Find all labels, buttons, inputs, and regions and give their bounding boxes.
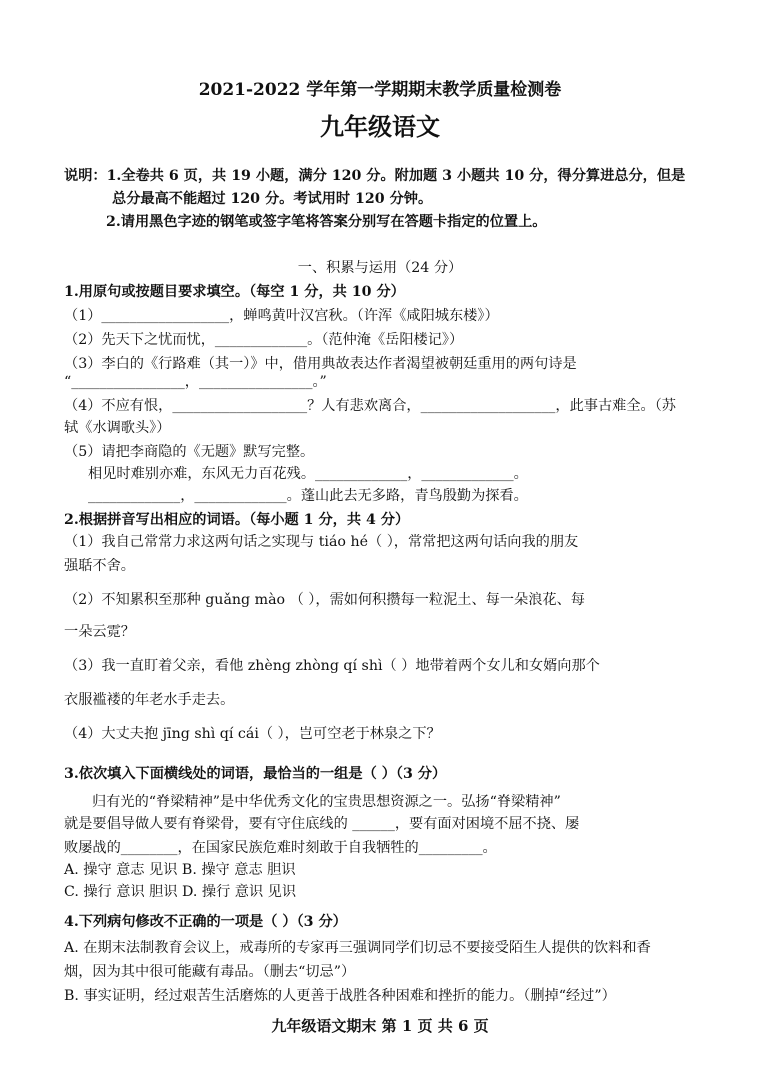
question-2-stem: 2.根据拼音写出相应的词语。（每小题 1 分，共 4 分） xyxy=(64,512,410,528)
question-2-item: （3）我一直盯着父亲，看他 zhèng zhòng qí shì（ ）地带着两个女儿和女婿向那个 xyxy=(64,658,600,674)
subject-title: 九年级语文 xyxy=(320,112,440,141)
instructions-line-1: 说明：1.全卷共 6 页，共 19 小题，满分 120 分。附加题 3 小题共 10 分，得分算进总分，但是 xyxy=(64,168,686,184)
question-4-stem: 4.下列病句修改不正确的一项是（ ）（3 分） xyxy=(64,914,347,930)
question-1-item: “________________，________________。” xyxy=(64,374,327,390)
question-2-item: （2）不知累积至那种 guǎng mào （ ），需如何积攒每一粒泥土、每一朵浪花、每 xyxy=(64,592,585,608)
question-1-stem: 1.用原句或按题目要求填空。（每空 1 分，共 10 分） xyxy=(64,284,405,300)
question-1-item: （5）请把李商隐的《无题》默写完整。 xyxy=(64,444,315,460)
question-1-item: 相见时难别亦难，东风无力百花残。_____________，_____________。 xyxy=(88,466,528,482)
section-title: 一、积累与运用（24 分） xyxy=(297,260,463,276)
exam-title: 2021-2022 学年第一学期期末教学质量检测卷 xyxy=(198,80,562,100)
question-4-item: A. 在期末法制教育会议上，戒毒所的专家再三强调同学们切忌不要接受陌生人提供的饮料和香 xyxy=(64,940,651,956)
question-3-passage: 败屡战的________，在国家民族危难时刻敢于自我牺牲的_________。 xyxy=(64,840,497,856)
page-footer: 九年级语文期末 第 1 页 共 6 页 xyxy=(271,1017,489,1035)
question-3-stem: 3.依次填入下面横线处的词语，最恰当的一组是（ ）（3 分） xyxy=(64,766,447,782)
question-1-item: （1）__________________，蝉鸣黄叶汉宫秋。（许浑《咸阳城东楼》） xyxy=(64,308,499,324)
question-2-item: 强聒不舍。 xyxy=(64,558,135,574)
question-1-item: （4）不应有恨，___________________？人有悲欢离合，___________________，此事古难全。（苏 xyxy=(64,398,676,414)
question-2-item: （4）大丈夫抱 jīng shì qí cái（ ），岂可空老于林泉之下？ xyxy=(64,726,441,742)
instructions-line-2: 总分最高不能超过 120 分。考试用时 120 分钟。 xyxy=(112,191,433,207)
question-1-item: （2）先天下之忧而忧，_____________。（范仲淹《岳阳楼记》） xyxy=(64,332,464,348)
question-2-item: （1）我自己常常力求这两句话之实现与 tiáo hé（ ），常常把这两句话向我的朋友 xyxy=(64,534,579,550)
question-1-item: （3）李白的《行路难（其一）》中，借用典故表达作者渴望被朝廷重用的两句诗是 xyxy=(64,356,577,372)
question-2-item: 一朵云霓？ xyxy=(64,624,135,640)
question-1-item: _____________，_____________。蓬山此去无多路，青鸟殷勤为探看。 xyxy=(88,488,528,504)
question-3-passage: 归有光的“脊梁精神”是中华优秀文化的宝贵思想资源之一。弘扬“脊梁精神” xyxy=(92,794,561,810)
question-4-item: B. 事实证明，经过艰苦生活磨炼的人更善于战胜各种困难和挫折的能力。（删掉“经过”） xyxy=(64,988,616,1004)
question-4-item: 烟，因为其中很可能藏有毒品。（删去“切忌”） xyxy=(64,964,356,980)
question-2-item: 衣服褴褛的年老水手走去。 xyxy=(64,692,235,708)
question-3-option: C. 操行 意识 胆识 D. 操行 意识 见识 xyxy=(64,884,297,900)
instructions-line-3: 2.请用黑色字迹的钢笔或签字笔将答案分别写在答题卡指定的位置上。 xyxy=(106,214,547,230)
question-1-item: 轼《水调歌头》） xyxy=(64,420,171,436)
question-3-option: A. 操守 意志 见识 B. 操守 意志 胆识 xyxy=(64,862,296,878)
question-3-passage: 就是要倡导做人要有脊梁骨，要有守住底线的 ______，要有面对困境不屈不挠、屡 xyxy=(64,816,580,832)
